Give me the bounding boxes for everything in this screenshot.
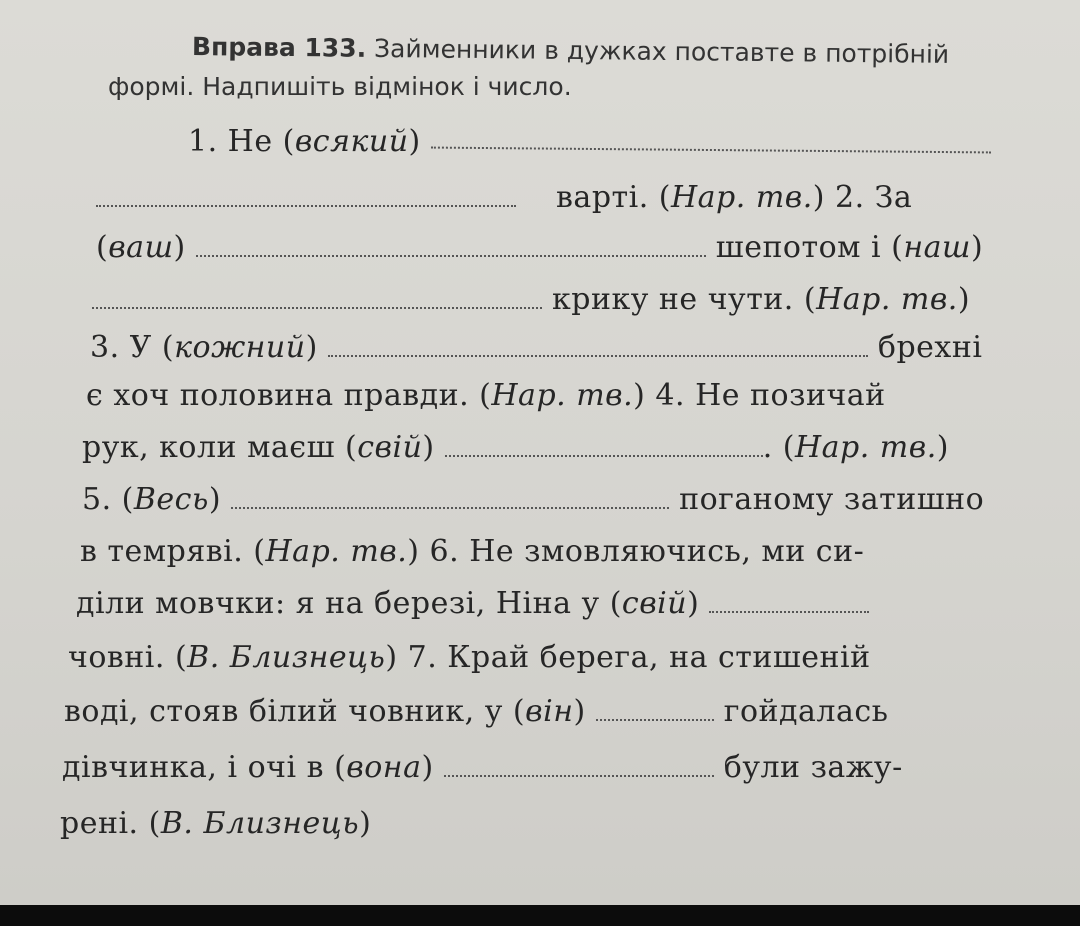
- text-chovni: човні. (: [68, 640, 188, 675]
- sentence-7-start: ) 7. Край берега, на стишеній: [385, 640, 871, 675]
- exercise-instruction-2: формі. Надпишіть відмінок і число.: [108, 72, 572, 101]
- answer-blank-1[interactable]: [431, 125, 991, 154]
- text-brekhni: брехні: [877, 330, 983, 365]
- pronoun-nash: наш: [903, 230, 971, 265]
- text-line-3: [96, 230, 983, 265]
- text-divchynka: дівчинка, і очі в (: [62, 750, 347, 785]
- text-line-4: [92, 282, 970, 317]
- pronoun-svii: свій: [357, 430, 423, 465]
- text-line-10: [76, 586, 869, 621]
- text-line-7: [82, 430, 949, 465]
- answer-blank-5[interactable]: [445, 433, 763, 457]
- exercise-instruction-1: Займенники в дужках поставте в потрібній: [373, 33, 950, 69]
- paren-open: (: [96, 230, 109, 265]
- answer-blank-1b[interactable]: [96, 183, 516, 207]
- paren-close: ): [305, 330, 318, 365]
- answer-blank-3[interactable]: [92, 285, 542, 309]
- author-citation: В. Близнець: [187, 640, 386, 675]
- pronoun-kozhnyi: кожний: [174, 330, 306, 365]
- sentence-3-start: 3. У (: [90, 330, 175, 365]
- answer-blank-8[interactable]: [596, 697, 714, 721]
- answer-blank-7[interactable]: [709, 589, 869, 613]
- text-line-12: [64, 694, 889, 729]
- paren-close: ): [936, 430, 949, 465]
- text-pohanomu: поганому затишно: [679, 482, 985, 517]
- paren-close: ): [970, 230, 984, 265]
- answer-blank-9[interactable]: [444, 753, 714, 777]
- text-line-11: [68, 640, 871, 675]
- paren-close: ): [573, 694, 586, 729]
- pronoun-ves: Весь: [133, 482, 209, 517]
- case-note: Нар. тв.: [671, 180, 813, 215]
- text-vodi: воді, стояв білий човник, у (: [64, 694, 526, 729]
- answer-blank-4[interactable]: [328, 333, 868, 357]
- text-hoidalas: гойдалась: [723, 694, 889, 729]
- sentence-1-start: 1. Не (: [188, 124, 295, 159]
- text-shepotom: шепотом і (: [715, 230, 904, 265]
- paren-close: ): [408, 124, 421, 159]
- text-buly-zazhu: були зажу-: [723, 750, 903, 785]
- pronoun-svii: свій: [621, 586, 688, 621]
- text-line-1: [188, 124, 991, 159]
- author-citation: В. Близнець: [160, 806, 360, 841]
- sentence-5-start: 5. (: [82, 482, 134, 517]
- text-line-8: [82, 482, 984, 517]
- paren-close: ): [173, 230, 186, 265]
- text-line-14: [60, 806, 371, 841]
- sentence-4-start: ) 4. Не позичай: [633, 378, 886, 413]
- case-note: Нар. тв.: [794, 430, 937, 465]
- text-temriavi: в темряві. (: [80, 534, 266, 569]
- paren-close: ): [957, 282, 971, 317]
- text-line-13: [62, 750, 903, 785]
- text-line-2: [96, 180, 912, 215]
- paren-close: ): [687, 586, 700, 621]
- sentence-2-start: ) 2. За: [812, 180, 913, 215]
- case-note: Нар. тв.: [816, 282, 958, 317]
- period: . (: [762, 430, 795, 465]
- photo-edge-shadow: [0, 905, 1080, 926]
- text-reni: рені. (: [60, 806, 161, 841]
- case-note: Нар. тв.: [491, 378, 634, 413]
- pronoun-vin: він: [525, 694, 574, 729]
- text-ruk: рук, коли маєш (: [82, 430, 358, 465]
- paren-close: ): [422, 430, 435, 465]
- text-line-9: [80, 534, 864, 569]
- text-dily-movchky: діли мовчки: я на березі, Ніна у (: [76, 586, 622, 621]
- paren-close: ): [421, 750, 434, 785]
- sentence-6-start: ) 6. Не змовляючись, ми си-: [407, 534, 865, 569]
- text-varti: варті. (: [556, 180, 671, 215]
- text-line-6: [86, 378, 886, 413]
- paren-close: ): [208, 482, 222, 517]
- exercise-label: Вправа 133.: [191, 32, 367, 63]
- exercise-header: [192, 32, 949, 69]
- text-line-5: [90, 330, 982, 365]
- text-kryku: крику не чути. (: [552, 282, 817, 317]
- text-polovyna: є хоч половина правди. (: [86, 378, 492, 413]
- pronoun-vona: вона: [346, 750, 422, 785]
- answer-blank-2[interactable]: [196, 233, 706, 257]
- exercise-header-2: [108, 72, 572, 101]
- pronoun-vash: ваш: [108, 230, 174, 265]
- paren-close: ): [359, 806, 372, 841]
- pronoun-vsiakyi: всякий: [294, 124, 409, 159]
- answer-blank-6[interactable]: [231, 485, 669, 509]
- case-note: Нар. тв.: [265, 534, 408, 569]
